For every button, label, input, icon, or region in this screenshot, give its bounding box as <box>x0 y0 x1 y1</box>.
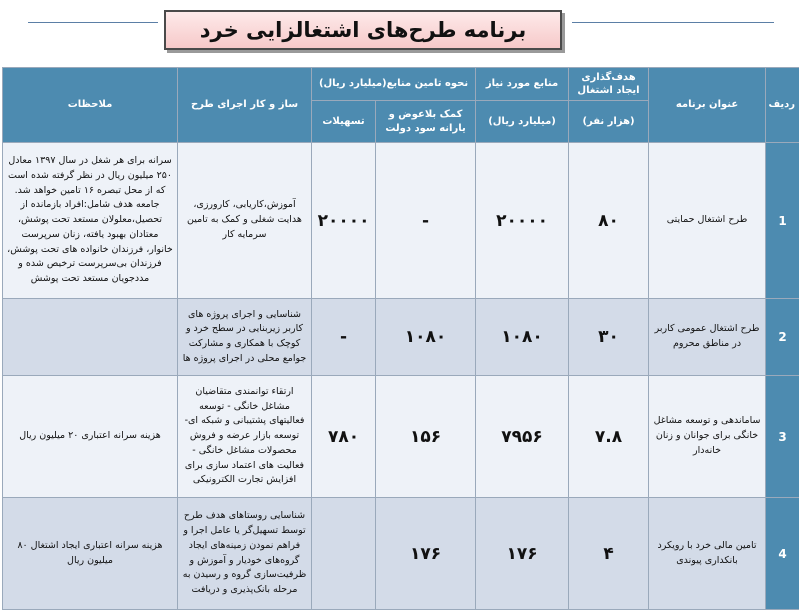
header-molahezat: ملاحظات <box>3 68 178 143</box>
header-tashilat: تسهیلات <box>312 101 376 143</box>
required-resources: ۷۹۵۶ <box>476 376 569 498</box>
facilities: ۷۸۰ <box>312 376 376 498</box>
row-number: 2 <box>766 299 799 376</box>
required-resources: ۲۰۰۰۰ <box>476 143 569 299</box>
program-title: طرح اشتغال حمایتی <box>649 143 766 299</box>
program-title: ساماندهی و توسعه مشاغل خانگی برای جوانان و زنان خانه‌دار <box>649 376 766 498</box>
implementation-mechanism: آموزش،کاریابی، کارورزی، هدایت شغلی و کمک به تامین سرمایه کار <box>178 143 312 299</box>
remarks: سرانه برای هر شغل در سال ۱۳۹۷ معادل ۲۵۰ میلیون ریال در نظر گرفته شده است که از محل تبصره ۱۶ تامین خواهد شد. جامعه هدف شامل:افراد بازمانده از تحصیل،معلولان مستعد تحت پوشش، معتادان بهبود یافته، زنان سرپرست خانوار، فرزندان خانواده های تحت پوشش، فرزندان بی‌سرپرست ترخیص شده و مددجویان مستعد تحت پوشش <box>3 143 178 299</box>
table-row <box>3 376 799 498</box>
top-rule-right <box>572 22 774 23</box>
remarks <box>3 299 178 376</box>
header-hadaf: هدف‌گذاری ایجاد اشتغال <box>569 68 649 101</box>
remarks: هزینه سرانه اعتباری ۲۰ میلیون ریال <box>3 376 178 498</box>
grant-subsidy: - <box>376 143 476 299</box>
implementation-mechanism: ارتقاء توانمندی متقاضیان مشاغل خانگی - توسعه فعالیتهای پشتیبانی و شبکه ای- توسعه بازار عرضه و فروش محصولات مشاغل خانگی - فعالیت های اعتماد سازی برای افزایش تجارت الکترونیکی <box>178 376 312 498</box>
page-title: برنامه طرح‌های اشتغالزایی خرد <box>164 10 562 50</box>
grant-subsidy: ۱۷۶ <box>376 498 476 610</box>
required-resources: ۱۷۶ <box>476 498 569 610</box>
header-komak: کمک بلاعوض و یارانه سود دولت <box>376 101 476 143</box>
table-row <box>3 498 799 610</box>
row-number: 4 <box>766 498 799 610</box>
implementation-mechanism: شناسایی و اجرای پروژه های کاربر زیربنایی در سطح خرد و کوچک با همکاری و مشارکت جوامع محلی در اجرای پروژه ها <box>178 299 312 376</box>
facilities: - <box>312 299 376 376</box>
program-title: تامین مالی خرد با رویکرد بانکداری پیوندی <box>649 498 766 610</box>
employment-target: ۳۰ <box>569 299 649 376</box>
header-saz: ساز و کار اجرای طرح <box>178 68 312 143</box>
employment-target: ۸۰ <box>569 143 649 299</box>
header-radif: ردیف <box>766 68 799 143</box>
header-nahve: نحوه تامین منابع(میلیارد ریال) <box>312 68 476 101</box>
facilities: ۲۰۰۰۰ <box>312 143 376 299</box>
employment-target: ۷.۸ <box>569 376 649 498</box>
remarks: هزینه سرانه اعتباری ایجاد اشتغال ۸۰ میلیون ریال <box>3 498 178 610</box>
grant-subsidy: ۱۰۸۰ <box>376 299 476 376</box>
table-row <box>3 143 799 299</box>
header-onvan: عنوان برنامه <box>649 68 766 143</box>
table-row <box>3 299 799 376</box>
header-manabe-unit: (میلیارد ریال) <box>476 101 569 143</box>
implementation-mechanism: شناسایی روستاهای هدف طرح توسط تسهیل‌گر یا عامل اجرا و فراهم نمودن زمینه‌های ایجاد گروه‌های خودیار و آموزش و ظرفیت‌سازی گروه و رسیدن به مرحله بانک‌پذیری و دریافت <box>178 498 312 610</box>
program-table <box>2 67 799 610</box>
row-number: 1 <box>766 143 799 299</box>
required-resources: ۱۰۸۰ <box>476 299 569 376</box>
facilities <box>312 498 376 610</box>
grant-subsidy: ۱۵۶ <box>376 376 476 498</box>
top-rule-left <box>28 22 158 23</box>
employment-target: ۴ <box>569 498 649 610</box>
header-manabe: منابع مورد نیاز <box>476 68 569 101</box>
header-hadaf-unit: (هزار نفر) <box>569 101 649 143</box>
row-number: 3 <box>766 376 799 498</box>
program-title: طرح اشتغال عمومی کاربر در مناطق محروم <box>649 299 766 376</box>
